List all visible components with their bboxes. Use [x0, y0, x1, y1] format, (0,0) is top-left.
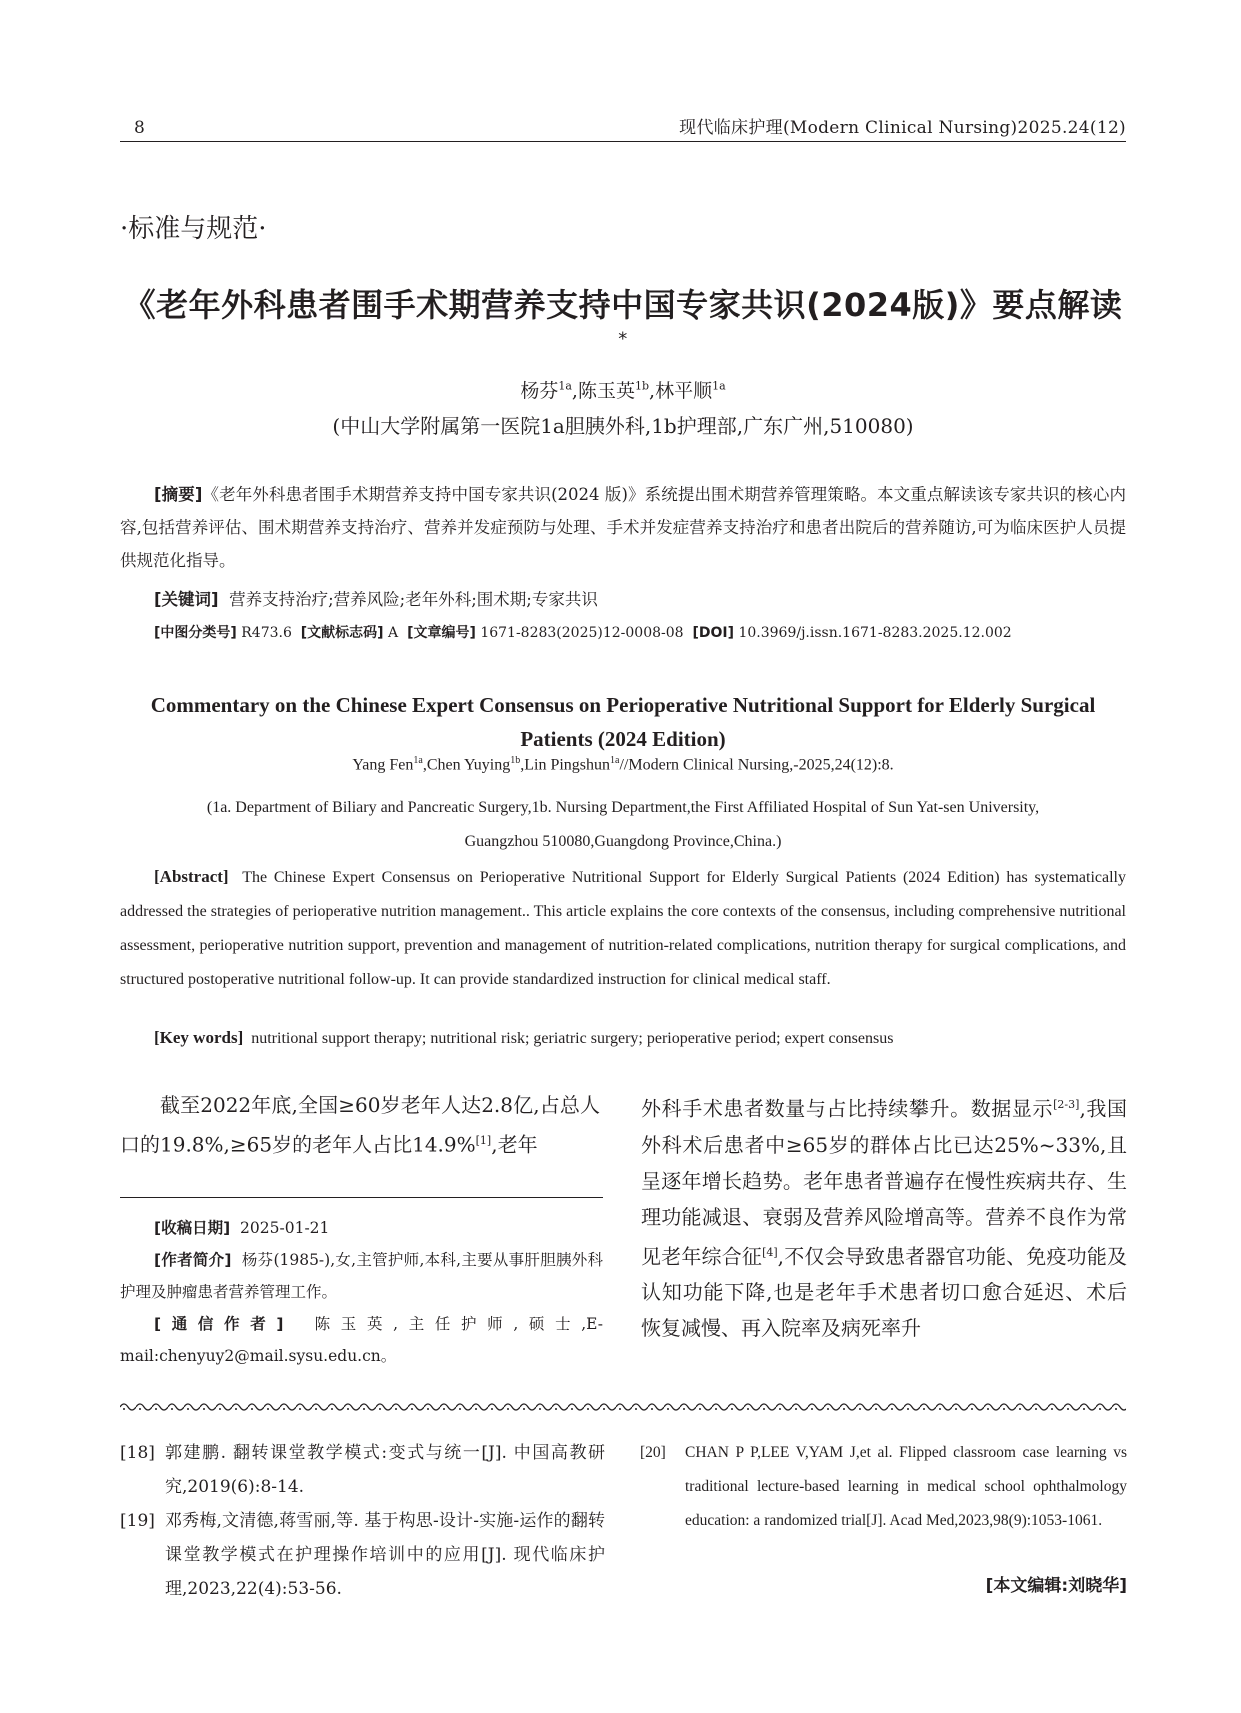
body-text: ,老年 [491, 1132, 538, 1157]
abstract-en-text: The Chinese Expert Consensus on Perioperative Nutritional Support for Elderly Surgical Patients (2024 Edition) has systematically addressed the strategies of perioperative nutrition management.. This article explains the core contexts of the consensus, including comprehensive nutritional assessment, perioperative nutrition support, prevention and management of nutrition-related complications, nutrition therapy for surgical complications, and structured postoperative nutritional follow-up. It can provide standardized instruction for clinical medical staff. [120, 869, 1126, 988]
reference-number: [19] [120, 1511, 155, 1531]
citation-ref: [4] [762, 1245, 778, 1259]
author-affil-mark: 1b [634, 379, 650, 393]
reference-number: [18] [120, 1443, 155, 1463]
title-en-line: Commentary on the Chinese Expert Consensus on Perioperative Nutritional Support for Elderly Surgical [150, 693, 1096, 717]
author-affil-mark: 1a [610, 755, 620, 766]
clc-label: [中图分类号] [154, 625, 237, 641]
column-label: ·标准与规范· [120, 214, 267, 244]
footnote-value: 陈玉英,主任护师,硕士,E-mail:chenyuy2@mail.sysu.edu.cn。 [120, 1315, 603, 1365]
footnote-corresponding [120, 1308, 603, 1372]
citation-ref: [2-3] [1053, 1098, 1080, 1111]
author-separator: , [571, 380, 578, 402]
reference-number: [20] [640, 1444, 666, 1461]
keywords-en-text: nutritional support therapy; nutritional risk; geriatric surgery; perioperative period; expert consensus [251, 1030, 894, 1047]
article-title-en [120, 688, 1126, 756]
body-text: ,我国外科术后患者中≥65岁的群体占比已达25%~33%,且呈逐年增长趋势。老年患者普遍存在慢性疾病共存、生理功能减退、衰弱及营养风险增高等。营养不良作为常见老年综合征 [641, 1096, 1128, 1269]
footnote-value: 2025-01-21 [240, 1219, 330, 1237]
footnote-author [120, 1244, 603, 1308]
keywords-en-label: [Key words] [154, 1028, 244, 1047]
footnote-label: [通信作者] [154, 1315, 284, 1333]
author-name: 杨芬 [520, 380, 559, 402]
author-separator: , [649, 380, 656, 402]
reference-item [640, 1436, 1127, 1538]
doi-label: [DOI] [692, 625, 735, 641]
reference-item [120, 1436, 605, 1504]
doi-value: 10.3969/j.issn.1671-8283.2025.12.002 [738, 625, 1012, 641]
body-text: ,不仅会导致患者器官功能、免疫功能及认知功能下降,也是老年手术患者切口愈合延迟、术后恢复减慢、再入院率及病死率升 [641, 1244, 1128, 1341]
body-text-right [641, 1087, 1127, 1346]
article-number-label: [文章编号] [407, 625, 476, 641]
body-text: 截至2022年底,全国≥60岁老年人达2.8亿,占总人口的19.8%,≥65岁的老年人占比14.9% [120, 1093, 600, 1157]
abstract-label: [摘要] [154, 485, 203, 504]
body-text: 外科手术患者数量与占比持续攀升。数据显示 [641, 1096, 1054, 1121]
references-right [640, 1436, 1127, 1538]
references-left [120, 1436, 605, 1606]
author-name: 陈玉英 [577, 380, 635, 402]
title-text: 《老年外科患者围手术期营养支持中国专家共识(2024版)》要点解读 [123, 286, 1123, 324]
editor-note: [本文编辑:刘晓华] [985, 1576, 1127, 1596]
keywords-cn [154, 586, 598, 610]
author-affil-mark: 1b [510, 755, 521, 766]
header-rule [120, 141, 1126, 142]
reference-item [120, 1504, 605, 1606]
journal-header: 现代临床护理(Modern Clinical Nursing)2025.24(12) [679, 118, 1126, 138]
clc-value: R473.6 [241, 625, 292, 641]
author-name-en: Yang Fen [352, 756, 414, 774]
author-name: 林平顺 [655, 380, 713, 402]
affiliation-en-line: Guangzhou 510080,Guangdong Province,China.) [464, 833, 782, 850]
affiliation-en [120, 791, 1126, 859]
footnote-received [120, 1212, 603, 1244]
article-number-value: 1671-8283(2025)12-0008-08 [480, 625, 684, 641]
footnote-rule [120, 1197, 603, 1198]
reference-text: CHAN P P,LEE V,YAM J,et al. Flipped classroom case learning vs traditional lecture-based learning in medical school ophthalmology education: a randomized trial[J]. Acad Med,2023,98(9):1053-1061. [685, 1444, 1127, 1529]
doc-code-label: [文献标志码] [300, 625, 384, 641]
author-affil-mark: 1a [413, 755, 423, 766]
authors-en [120, 755, 1126, 774]
keywords-label: [关键词] [154, 590, 219, 609]
footnote-label: [收稿日期] [154, 1219, 231, 1237]
citation-ref: [1] [475, 1134, 492, 1147]
title-footnote-mark: * [618, 328, 628, 350]
author-name-en: ,Chen Yuying [422, 756, 511, 774]
reference-text: 郭建鹏. 翻转课堂教学模式:变式与统一[J]. 中国高教研究,2019(6):8-14. [165, 1443, 605, 1497]
abstract-text: 《老年外科患者围手术期营养支持中国专家共识(2024 版)》系统提出围术期营养管理策略。本文重点解读该专家共识的核心内容,包括营养评估、围术期营养支持治疗、营养并发症预防与处理、手术并发症营养支持治疗和患者出院后的营养随访,可为临床医护人员提供规范化指导。 [120, 485, 1126, 570]
body-text-left [120, 1087, 600, 1163]
authors-cn [120, 376, 1126, 403]
article-title-cn [120, 280, 1126, 364]
abstract-en-label: [Abstract] [154, 867, 229, 886]
keywords-en [154, 1028, 893, 1048]
author-affil-mark: 1a [558, 379, 572, 393]
classification-line [154, 622, 1012, 642]
citation-en: //Modern Clinical Nursing,-2025,24(12):8. [619, 756, 894, 774]
affiliation-en-line: (1a. Department of Biliary and Pancreatic Surgery,1b. Nursing Department,the First Affiliated Hospital of Sun Yat-sen University, [206, 799, 1040, 816]
reference-text: 邓秀梅,文清德,蒋雪丽,等. 基于构思-设计-实施-运作的翻转课堂教学模式在护理操作培训中的应用[J]. 现代临床护理,2023,22(4):53-56. [165, 1511, 605, 1599]
keywords-text: 营养支持治疗;营养风险;老年外科;围术期;专家共识 [229, 590, 598, 609]
decorative-divider [120, 1400, 1126, 1412]
footnote-label: [作者简介] [154, 1251, 232, 1269]
abstract-en [120, 860, 1126, 997]
page-number: 8 [134, 118, 145, 138]
author-name-en: ,Lin Pingshun [520, 756, 611, 774]
footnote-value: 杨芬(1985-),女,主管护师,本科,主要从事肝胆胰外科护理及肿瘤患者营养管理工作。 [120, 1251, 603, 1301]
footnotes [120, 1212, 603, 1372]
abstract-cn [120, 478, 1126, 577]
affiliation-cn: (中山大学附属第一医院1a胆胰外科,1b护理部,广东广州,510080) [332, 414, 914, 438]
title-en-line: Patients (2024 Edition) [520, 727, 726, 751]
doc-code-value: A [388, 625, 399, 641]
author-affil-mark: 1a [712, 379, 726, 393]
